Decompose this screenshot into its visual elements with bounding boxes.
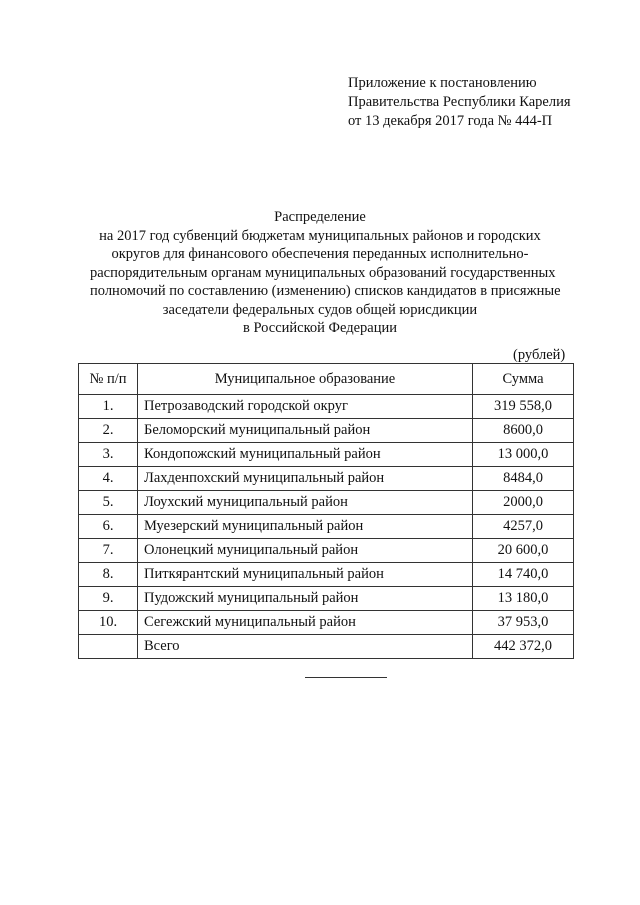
row-municipality: Питкярантский муниципальный район bbox=[138, 563, 473, 587]
appendix-reference bbox=[348, 74, 571, 131]
heading-line: округов для финансового обеспечения переданных исполнительно- bbox=[111, 246, 529, 262]
row-municipality: Олонецкий муниципальный район bbox=[138, 539, 473, 563]
row-number: 8. bbox=[79, 563, 138, 587]
table-row bbox=[79, 515, 574, 539]
row-municipality: Лахденпохский муниципальный район bbox=[138, 467, 473, 491]
row-number: 7. bbox=[79, 539, 138, 563]
row-sum: 13 000,0 bbox=[473, 443, 574, 467]
header-sum: Сумма bbox=[473, 364, 574, 395]
document-title: Распределение bbox=[274, 209, 366, 225]
appendix-line: Правительства Республики Карелия bbox=[348, 94, 571, 110]
row-sum: 319 558,0 bbox=[473, 395, 574, 419]
total-label: Всего bbox=[138, 635, 473, 659]
heading-line: в Российской Федерации bbox=[242, 320, 398, 336]
row-sum: 13 180,0 bbox=[473, 587, 574, 611]
heading-line: заседатели федеральных судов общей юрисдикции bbox=[162, 301, 478, 318]
table-row bbox=[79, 467, 574, 491]
total-sum: 442 372,0 bbox=[473, 635, 574, 659]
row-number: 6. bbox=[79, 515, 138, 539]
row-number: 5. bbox=[79, 491, 138, 515]
row-sum: 8484,0 bbox=[473, 467, 574, 491]
table-row bbox=[79, 419, 574, 443]
row-sum: 37 953,0 bbox=[473, 611, 574, 635]
table-row bbox=[79, 611, 574, 635]
appendix-line: от 13 декабря 2017 года № 444-П bbox=[348, 113, 553, 129]
heading-line: полномочий по составлению (изменению) списков кандидатов в присяжные bbox=[90, 283, 561, 299]
table-total-row bbox=[79, 635, 574, 659]
table-row bbox=[79, 491, 574, 515]
row-municipality: Беломорский муниципальный район bbox=[138, 419, 473, 443]
end-divider bbox=[305, 677, 387, 678]
row-number: 2. bbox=[79, 419, 138, 443]
row-municipality: Пудожский муниципальный район bbox=[138, 587, 473, 611]
row-municipality: Лоухский муниципальный район bbox=[138, 491, 473, 515]
units-label: (рублей) bbox=[513, 347, 566, 363]
header-municipality: Муниципальное образование bbox=[138, 364, 473, 395]
row-number: 1. bbox=[79, 395, 138, 419]
table-row bbox=[79, 443, 574, 467]
table-row bbox=[79, 587, 574, 611]
table-row bbox=[79, 563, 574, 587]
distribution-table bbox=[78, 363, 574, 659]
heading-line: на 2017 год субвенций бюджетам муниципальных районов и городских bbox=[99, 227, 541, 244]
row-municipality: Муезерский муниципальный район bbox=[138, 515, 473, 539]
heading-line: распорядительным органам муниципальных образований государственных bbox=[90, 264, 556, 281]
row-number: 4. bbox=[79, 467, 138, 491]
table-header-row bbox=[79, 364, 574, 395]
row-sum: 14 740,0 bbox=[473, 563, 574, 587]
row-number: 9. bbox=[79, 587, 138, 611]
row-municipality: Кондопожский муниципальный район bbox=[138, 443, 473, 467]
row-number: 10. bbox=[79, 611, 138, 635]
appendix-line: Приложение к постановлению bbox=[348, 75, 537, 91]
table-row bbox=[79, 539, 574, 563]
row-sum: 8600,0 bbox=[473, 419, 574, 443]
row-municipality: Петрозаводский городской округ bbox=[138, 395, 473, 419]
row-sum: 20 600,0 bbox=[473, 539, 574, 563]
total-number bbox=[79, 635, 138, 659]
row-number: 3. bbox=[79, 443, 138, 467]
row-municipality: Сегежский муниципальный район bbox=[138, 611, 473, 635]
document-heading bbox=[90, 208, 561, 338]
row-sum: 4257,0 bbox=[473, 515, 574, 539]
row-sum: 2000,0 bbox=[473, 491, 574, 515]
header-number: № п/п bbox=[79, 364, 138, 395]
table-row bbox=[79, 395, 574, 419]
